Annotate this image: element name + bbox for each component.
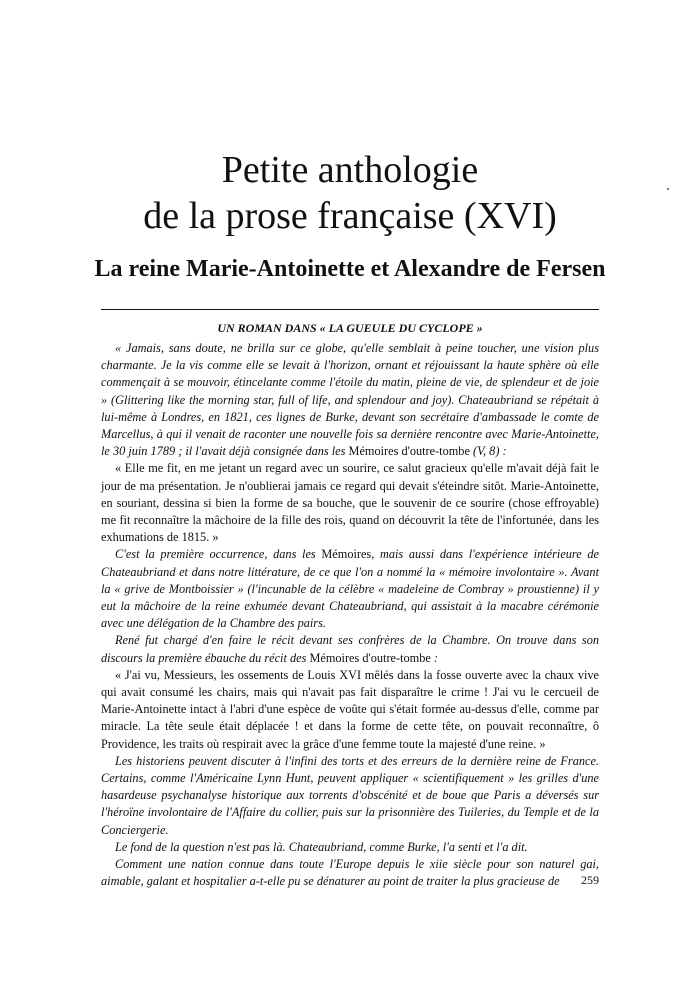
print-speck — [667, 188, 669, 190]
paragraph-5-quote: « J'ai vu, Messieurs, les ossements de Louis XVI mêlés dans la fosse ouverte avec la chaux vive qui avait consumé les chairs, mais qui n'avait pas fait disparaître le crime ! J'ai vu le cercueil de Marie-Antoinette intact à l'abri d'une espèce de voûte qui s'était formée au-dessus d'elle, comme par miracle. La tête seule était déplacée ! et dans la forme de cette tête, on pouvait reconnaître, ô Providence, les traits où respirait avec la grâce d'une femme toute la majesté d'une reine. » — [101, 667, 599, 751]
paragraph-3-text-b: mais aussi dans l'expérience intérieure de Chateaubriand et dans notre littérature, de ce que l'on a nommé la « mémoire involontaire ». Avant la « grive de Montboissier » (l'incunable de la célèbre « madeleine de Combray » proustienne) il y eut la mâchoire de la reine exhumée devant Chateaubriand, qui assistait à la macabre cérémonie avec une délégation de la Chambre des pairs. — [101, 547, 599, 631]
paragraph-1-citation: (V, 8) : — [473, 444, 507, 459]
page-title-line-2: de la prose française (XVI) — [143, 195, 557, 237]
paragraph-8 — [101, 856, 599, 890]
paragraph-4-colon: : — [433, 650, 439, 665]
paragraph-2-quote: « Elle me fit, en me jetant un regard avec un sourire, ce salut gracieux qu'elle m'avait déjà fait le jour de ma présentation. Je n'oublierai jamais ce regard qui devait s'éteindre sitôt. Marie-Antoinette, en souriant, dessina si bien la forme de sa bouche, que le souvenir de ce sourire (chose effroyable) me fit reconnaître la mâchoire de la fille des rois, quand on découvrit la tête de l'infortunée, dans les exhumations de 1815. » — [101, 461, 599, 545]
title-divider — [101, 309, 599, 310]
book-title-reference: Mémoires, — [321, 547, 375, 562]
paragraph-3 — [101, 546, 599, 632]
paragraph-1-text: « Jamais, sans doute, ne brilla sur ce globe, qu'elle semblait à peine toucher, une vision plus charmante. Je la vis comme elle se levait à l'horizon, ornant et réjouissant la haute sphère où elle commençait à se mouvoir, étincelante comme l'étoile du matin, pleine de vie, de splendeur et de joie » (Glittering like the morning star, full of life, and splendour and joy). Chateaubriand se répétait à lui-même à Londres, en 1821, ces lignes de Burke, devant son secrétaire d'ambassade le comte de Marcellus, à qui il venait de raconter une nouvelle fois sa dernière rencontre avec Marie-Antoinette, le 30 juin 1789 ; il l'avait déjà consignée dans les — [101, 341, 599, 459]
paragraph-8-text-a: Comment une nation connue dans toute l'Europe depuis le — [115, 857, 425, 872]
paragraph-6: Les historiens peuvent discuter à l'infini des torts et des erreurs de la dernière reine de France. Certains, comme l'Américaine Lynn Hunt, peuvent appliquer « scientifiquement » les grilles d'une hasardeuse psychanalyse historique aux torrents d'obscénité et de boue que Paris a déversés sur l'héroïne involontaire de l'Affaire du collier, puis sur la prisonnière des Tuileries, du Temple et de la Conciergerie. — [101, 753, 599, 837]
paragraph-4-text: René fut chargé d'en faire le récit devant ses confrères de la Chambre. On trouve dans son discours la première ébauche du récit des — [101, 633, 599, 665]
paragraph-8-text-b: siècle pour son naturel gai, aimable, galant et hospitalier a-t-elle pu se dénaturer au point de traiter la plus gracieuse de — [101, 857, 600, 889]
paragraph-1 — [101, 340, 599, 460]
century-numeral: xiie — [429, 857, 448, 872]
section-heading: UN ROMAN DANS « LA GUEULE DU CYCLOPE » — [217, 321, 483, 335]
page-subtitle: La reine Marie-Antoinette et Alexandre de Fersen — [94, 256, 606, 282]
article-body — [101, 340, 599, 891]
paragraph-7: Le fond de la question n'est pas là. Chateaubriand, comme Burke, l'a senti et l'a dit. — [115, 839, 528, 854]
book-title-reference: Mémoires d'outre-tombe — [309, 650, 431, 665]
page-title-line-1: Petite anthologie — [221, 149, 479, 191]
page-number: 259 — [581, 873, 599, 887]
paragraph-3-text-a: C'est la première occurrence, dans les — [115, 547, 316, 562]
book-title-reference: Mémoires d'outre-tombe — [348, 444, 470, 459]
paragraph-4 — [101, 632, 599, 666]
